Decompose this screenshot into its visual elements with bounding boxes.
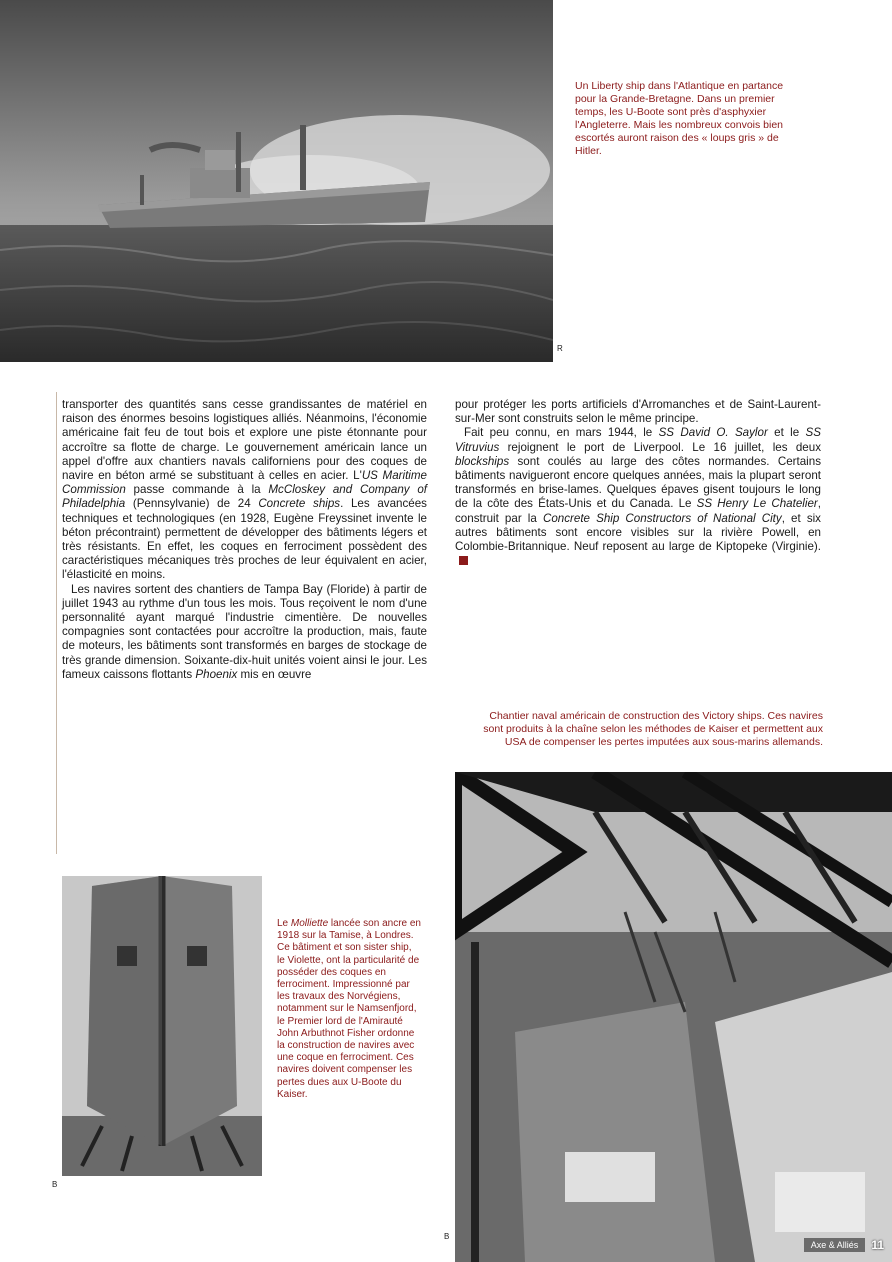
- liberty-photo-credit: R: [557, 344, 563, 353]
- shipyard-photo: [455, 772, 892, 1262]
- page-folio: [804, 1238, 884, 1252]
- left-text-column: [62, 398, 427, 682]
- end-of-article-mark: [459, 556, 468, 565]
- shipyard-photo-credit: B: [444, 1232, 450, 1241]
- page-number: 11: [871, 1238, 884, 1252]
- liberty-ship-photo: [0, 0, 553, 362]
- shipyard-caption: Chantier naval américain de construction des Victory ships. Ces navires sont produits à la chaîne selon les méthodes de Kaiser et permettent aux USA de compenser les pertes imputées aux sous-marins allemands.: [483, 710, 823, 748]
- bow-photo-credit: B: [52, 1180, 58, 1189]
- concrete-ship-bow-photo: [62, 876, 262, 1176]
- left-paragraph-1: transporter des quantités sans cesse grandissantes de matériel en raison des énormes besoins logistiques alliés. Néanmoins, l'économie américaine fait feu de tout bois et explore une piste étonnante pour accroître sa flotte de charge. Le gouvernement américain lance un appel d'offre aux chantiers navals californiens pour des coques de navire en béton armé se substituant à celles en acier. L'US Maritime Commission passe commande à la McCloskey and Company of Philadelphia (Pennsylvanie) de 24 Concrete ships. Les avancées techniques et technologiques (en 1928, Eugène Freyssinet invente le béton précontraint) permettent de développer des bâtiments légers et très résistants. En effet, les coques en ferrociment possèdent des caractéristiques mécaniques très proches de leur équivalent en acier, l'élasticité en moins.: [62, 398, 427, 582]
- left-column-rule: [56, 392, 57, 854]
- right-paragraph-1: pour protéger les ports artificiels d'Arromanches et de Saint-Laurent-sur-Mer sont construits selon le même principe.: [455, 398, 821, 426]
- left-paragraph-2: Les navires sortent des chantiers de Tampa Bay (Floride) à partir de juillet 1943 au rythme d'un tous les mois. Tous reçoivent le nom d'une personnalité ayant marqué l'industrie cimentière. De nouvelles compagnies sont contactées pour accroître la production, mais, faute de moteurs, les bâtiments sont transformés en barges de stockage de très grande dimension. Soixante-dix-huit unités voient ainsi le jour. Les fameux caissons flottants Phoenix mis en œuvre: [62, 582, 427, 681]
- right-text-column: [455, 398, 821, 568]
- magazine-name: Axe & Alliés: [804, 1238, 866, 1252]
- liberty-ship-caption: Un Liberty ship dans l'Atlantique en partance pour la Grande-Bretagne. Dans un premier temps, les U-Boote sont près d'asphyxier l'Angleterre. Mais les nombreux convois bien escortés auront raison des « loups gris » de Hitler.: [575, 80, 784, 157]
- bow-caption: Le Molliette lancée son ancre en 1918 sur la Tamise, à Londres. Ce bâtiment et son sister ship, le Violette, ont la particularité de posséder des coques en ferrociment. Impressionné par les travaux des Norvégiens, notamment sur le Namsenfjord, le Premier lord de l'Amirauté John Arbuthnot Fisher ordonne la construction de navires avec une coque en ferrociment. Ces navires doivent compenser les pertes dues aux U-Boote du Kaiser.: [277, 918, 421, 1100]
- right-paragraph-2: Fait peu connu, en mars 1944, le SS David O. Saylor et le SS Vitruvius rejoignent le port de Liverpool. Le 16 juillet, les deux blockships sont coulés au large des côtes normandes. Certains bâtiments navigueront encore quelques années, mais la plupart seront transformés en brise-lames. Quelques épaves gisent toujours le long de la côte des États-Unis et du Canada. Le SS Henry Le Chatelier, construit par la Concrete Ship Constructors of National City, et six autres bâtiments sont encore visibles sur la rivière Powell, en Colombie-Britannique. Neuf reposent au large de Kiptopeke (Virginie).: [455, 426, 821, 568]
